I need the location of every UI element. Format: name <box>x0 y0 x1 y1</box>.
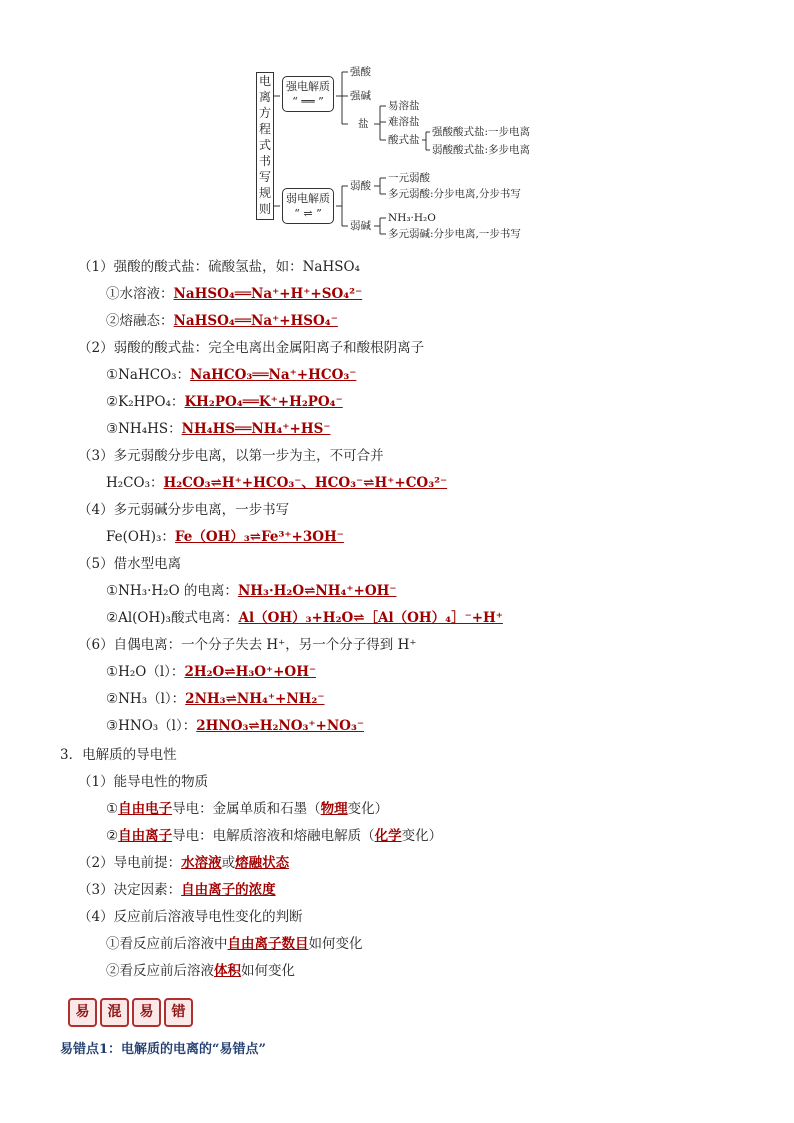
line-26: ①看反应前后溶液中自由离子数目如何变化 <box>106 936 363 952</box>
insoluble-salt: 难溶盐 <box>388 116 420 128</box>
line-8: （3）多元弱酸分步电离，以第一步为主，不可合并 <box>78 448 384 464</box>
line-25: （4）反应前后溶液导电性变化的判断 <box>78 909 303 925</box>
polyacidic-base: 多元弱碱:分步电离,一步书写 <box>388 228 521 240</box>
strong-electrolyte-box: 强电解质 “ ══ ” <box>282 76 334 112</box>
badge-4: 错 <box>164 998 193 1027</box>
line-15: （6）自偶电离：一个分子失去 H⁺，另一个分子得到 H⁺ <box>78 637 417 653</box>
line-14: ②Al(OH)₃酸式电离：Al（OH）₃+H₂O⇌［Al（OH）₄］⁻+H⁺ <box>106 610 503 626</box>
badge-3: 易 <box>132 998 161 1027</box>
line-22: ②自由离子导电：电解质溶液和熔融电解质（化学变化） <box>106 828 443 844</box>
line-11: Fe(OH)₃：Fe（OH）₃⇌Fe³⁺+3OH⁻ <box>106 529 344 545</box>
line-10: （4）多元弱碱分步电离，一步书写 <box>78 502 290 518</box>
ammonia-water: NH₃·H₂O <box>388 212 436 224</box>
line-17: ②NH₃（l）：2NH₃⇌NH₄⁺+NH₂⁻ <box>106 691 325 707</box>
acid-salt: 酸式盐 <box>388 134 420 146</box>
line-13: ①NH₃·H₂O 的电离：NH₃·H₂O⇌NH₄⁺+OH⁻ <box>106 583 397 599</box>
line-18: ③HNO₃（l）：2HNO₃⇌H₂NO₃⁺+NO₃⁻ <box>106 718 364 734</box>
line-7: ③NH₄HS：NH₄HS══NH₄⁺+HS⁻ <box>106 421 331 437</box>
strong-acid-salt: 强酸酸式盐:一步电离 <box>432 126 531 138</box>
section-3-heading: 3．电解质的导电性 <box>60 747 177 763</box>
salt: 盐 <box>358 118 369 130</box>
strong-acid: 强酸 <box>350 66 371 78</box>
root-label: 电 离 方 程 式 书 写 规 则 <box>256 72 274 220</box>
line-6: ②K₂HPO₄：KH₂PO₄══K⁺+H₂PO₄⁻ <box>106 394 343 410</box>
line-1: （1）强酸的酸式盐：硫酸氢盐，如：NaHSO₄ <box>78 259 360 275</box>
weak-acid: 弱酸 <box>350 180 371 192</box>
polyprotic-acid: 多元弱酸:分步电离,分步书写 <box>388 188 521 200</box>
line-12: （5）借水型电离 <box>78 556 182 572</box>
weak-base: 弱碱 <box>350 220 371 232</box>
line-4: （2）弱酸的酸式盐：完全电离出金属阳离子和酸根阴离子 <box>78 340 425 356</box>
line-3: ②熔融态：NaHSO₄══Na⁺+HSO₄⁻ <box>106 313 338 329</box>
line-20: （1）能导电性的物质 <box>78 774 209 790</box>
error-prone-badges <box>68 998 196 1027</box>
ionization-rules-diagram <box>250 58 550 248</box>
error-point-heading: 易错点1：电解质的电离的“易错点” <box>60 1042 267 1057</box>
line-2: ①水溶液：NaHSO₄══Na⁺+H⁺+SO₄²⁻ <box>106 286 363 302</box>
weak-electrolyte-box: 弱电解质 “ ⇌ ” <box>282 188 334 224</box>
line-24: （3）决定因素：自由离子的浓度 <box>78 882 276 898</box>
strong-base: 强碱 <box>350 90 371 102</box>
weak-acid-salt: 弱酸酸式盐:多步电离 <box>432 144 531 156</box>
badge-1: 易 <box>68 998 97 1027</box>
soluble-salt: 易溶盐 <box>388 100 420 112</box>
line-27: ②看反应前后溶液体积如何变化 <box>106 963 295 979</box>
badge-2: 混 <box>100 998 129 1027</box>
monoprotic-acid: 一元弱酸 <box>388 172 430 184</box>
line-21: ①自由电子导电：金属单质和石墨（物理变化） <box>106 801 389 817</box>
line-16: ①H₂O（l）：2H₂O⇌H₃O⁺+OH⁻ <box>106 664 317 680</box>
line-9: H₂CO₃：H₂CO₃⇌H⁺+HCO₃⁻、HCO₃⁻⇌H⁺+CO₃²⁻ <box>106 475 448 491</box>
line-5: ①NaHCO₃：NaHCO₃══Na⁺+HCO₃⁻ <box>106 367 357 383</box>
line-23: （2）导电前提：水溶液或熔融状态 <box>78 855 290 871</box>
